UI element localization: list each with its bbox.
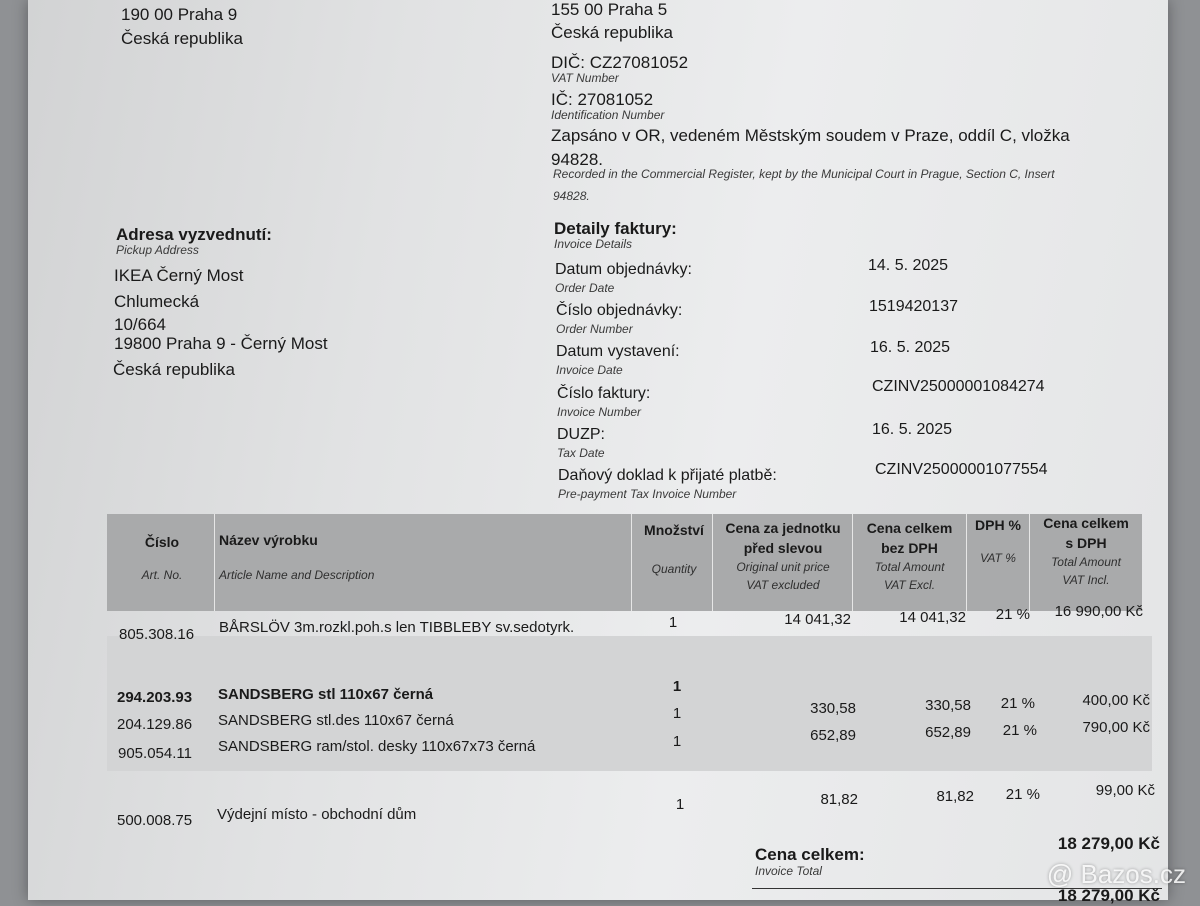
detail-value: 14. 5. 2025: [868, 257, 949, 274]
total-label: Cena celkem:: [755, 845, 865, 864]
seller-register-sub1: Recorded in the Commercial Register, kept by the Municipal Court in Prague, Section C, Insert: [553, 167, 1055, 181]
detail-sub: Order Number: [556, 322, 633, 336]
header-vat: DPH % VAT %: [975, 517, 1021, 565]
cell-name: BÅRSLÖV 3m.rozkl.poh.s len TIBBLEBY sv.sedotyrk.: [219, 619, 575, 636]
detail-value: 1519420137: [869, 298, 958, 315]
pickup-title: Adresa vyzvednutí:: [116, 225, 272, 244]
customer-country: Česká republika: [121, 29, 243, 48]
detail-sub: Tax Date: [557, 446, 605, 460]
cell-qty: 1: [672, 733, 682, 750]
header-quantity: Množství Quantity: [644, 522, 704, 576]
header-total-incl: Cena celkem s DPH Total Amount VAT Incl.: [1043, 515, 1129, 587]
cell-total-excl: 81,82: [936, 788, 974, 805]
header-unit-price: Cena za jednotku před slevou Original unit price VAT excluded: [725, 520, 841, 592]
detail-value: 16. 5. 2025: [870, 339, 951, 356]
cell-qty: 1: [668, 614, 678, 631]
detail-sub: Invoice Date: [556, 363, 623, 377]
detail-label: Číslo objednávky:: [556, 302, 683, 319]
pickup-line: Česká republika: [113, 360, 235, 379]
pickup-line: Chlumecká: [114, 292, 200, 311]
pickup-line: IKEA Černý Most: [114, 266, 244, 285]
seller-country: Česká republika: [551, 23, 673, 42]
detail-label: DUZP:: [557, 426, 605, 443]
cell-vat: 21 %: [1005, 786, 1040, 803]
cell-unit: 652,89: [810, 727, 856, 744]
cell-name: Výdejní místo - obchodní dům: [217, 806, 417, 823]
detail-value: CZINV25000001077554: [875, 461, 1048, 478]
pickup-line: 10/664: [114, 315, 166, 334]
cell-qty: 1: [672, 678, 682, 695]
cell-art: 905.054.11: [118, 745, 192, 762]
cell-vat: 21 %: [1002, 722, 1037, 739]
total-sub: Invoice Total: [755, 864, 822, 878]
cell-unit: 330,58: [810, 700, 856, 717]
seller-dic-sub: VAT Number: [551, 71, 619, 85]
detail-label: Datum vystavení:: [556, 343, 680, 360]
header-name: Název výrobku Article Name and Description: [219, 532, 375, 582]
invoice-page: [28, 0, 1168, 905]
cell-total-excl: 652,89: [925, 724, 971, 741]
total-value-repeat: 18 279,00 Kč: [1057, 886, 1160, 905]
cell-unit: 14 041,32: [784, 611, 851, 628]
cell-art: 805.308.16: [119, 626, 195, 643]
seller-ic-sub: Identification Number: [551, 108, 665, 122]
cell-qty: 1: [672, 705, 682, 722]
cell-total-incl: 16 990,00 Kč: [1054, 603, 1143, 620]
cell-total-excl: 14 041,32: [899, 609, 966, 626]
seller-register-sub2: 94828.: [553, 189, 590, 203]
watermark: @ Bazos.cz: [1046, 859, 1186, 889]
cell-name: SANDSBERG stl 110x67 černá: [218, 686, 434, 703]
cell-art: 204.129.86: [117, 716, 193, 733]
detail-value: CZINV25000001084274: [872, 378, 1045, 395]
detail-value: 16. 5. 2025: [872, 421, 953, 438]
seller-register-line1: Zapsáno v OR, vedeném Městským soudem v Praze, oddíl C, vložka: [551, 126, 1070, 145]
detail-label: Daňový doklad k přijaté platbě:: [558, 467, 777, 484]
pickup-line: 19800 Praha 9 - Černý Most: [114, 334, 328, 353]
detail-sub: Order Date: [555, 281, 615, 295]
detail-sub: Pre-payment Tax Invoice Number: [558, 487, 737, 501]
cell-name: SANDSBERG ram/stol. desky 110x67x73 černá: [218, 738, 536, 755]
total-value: 18 279,00 Kč: [1057, 834, 1160, 853]
invoice-details-sub: Invoice Details: [554, 237, 633, 251]
cell-unit: 81,82: [820, 791, 858, 808]
seller-register-line2: 94828.: [551, 150, 603, 169]
customer-city: 190 00 Praha 9: [121, 5, 238, 24]
cell-total-incl: 400,00 Kč: [1082, 692, 1150, 709]
cell-total-excl: 330,58: [925, 697, 971, 714]
cell-art: 500.008.75: [117, 812, 193, 829]
pickup-sub: Pickup Address: [116, 243, 199, 257]
header-total-excl: Cena celkem bez DPH Total Amount VAT Excl.: [866, 520, 953, 592]
seller-ic: IČ: 27081052: [551, 90, 654, 109]
cell-art: 294.203.93: [117, 689, 193, 706]
seller-city: 155 00 Praha 5: [551, 0, 668, 19]
cell-vat: 21 %: [1000, 695, 1035, 712]
cell-total-incl: 790,00 Kč: [1082, 719, 1150, 736]
seller-dic: DIČ: CZ27081052: [551, 53, 689, 72]
detail-sub: Invoice Number: [557, 405, 642, 419]
invoice-details-title: Detaily faktury:: [554, 219, 677, 238]
detail-label: Datum objednávky:: [555, 261, 692, 278]
header-art-no: Číslo Art. No.: [141, 534, 183, 582]
cell-name: SANDSBERG stl.des 110x67 černá: [218, 712, 454, 729]
cell-total-incl: 99,00 Kč: [1095, 782, 1155, 799]
cell-qty: 1: [675, 796, 685, 813]
detail-label: Číslo faktury:: [557, 385, 651, 402]
cell-vat: 21 %: [995, 606, 1030, 623]
